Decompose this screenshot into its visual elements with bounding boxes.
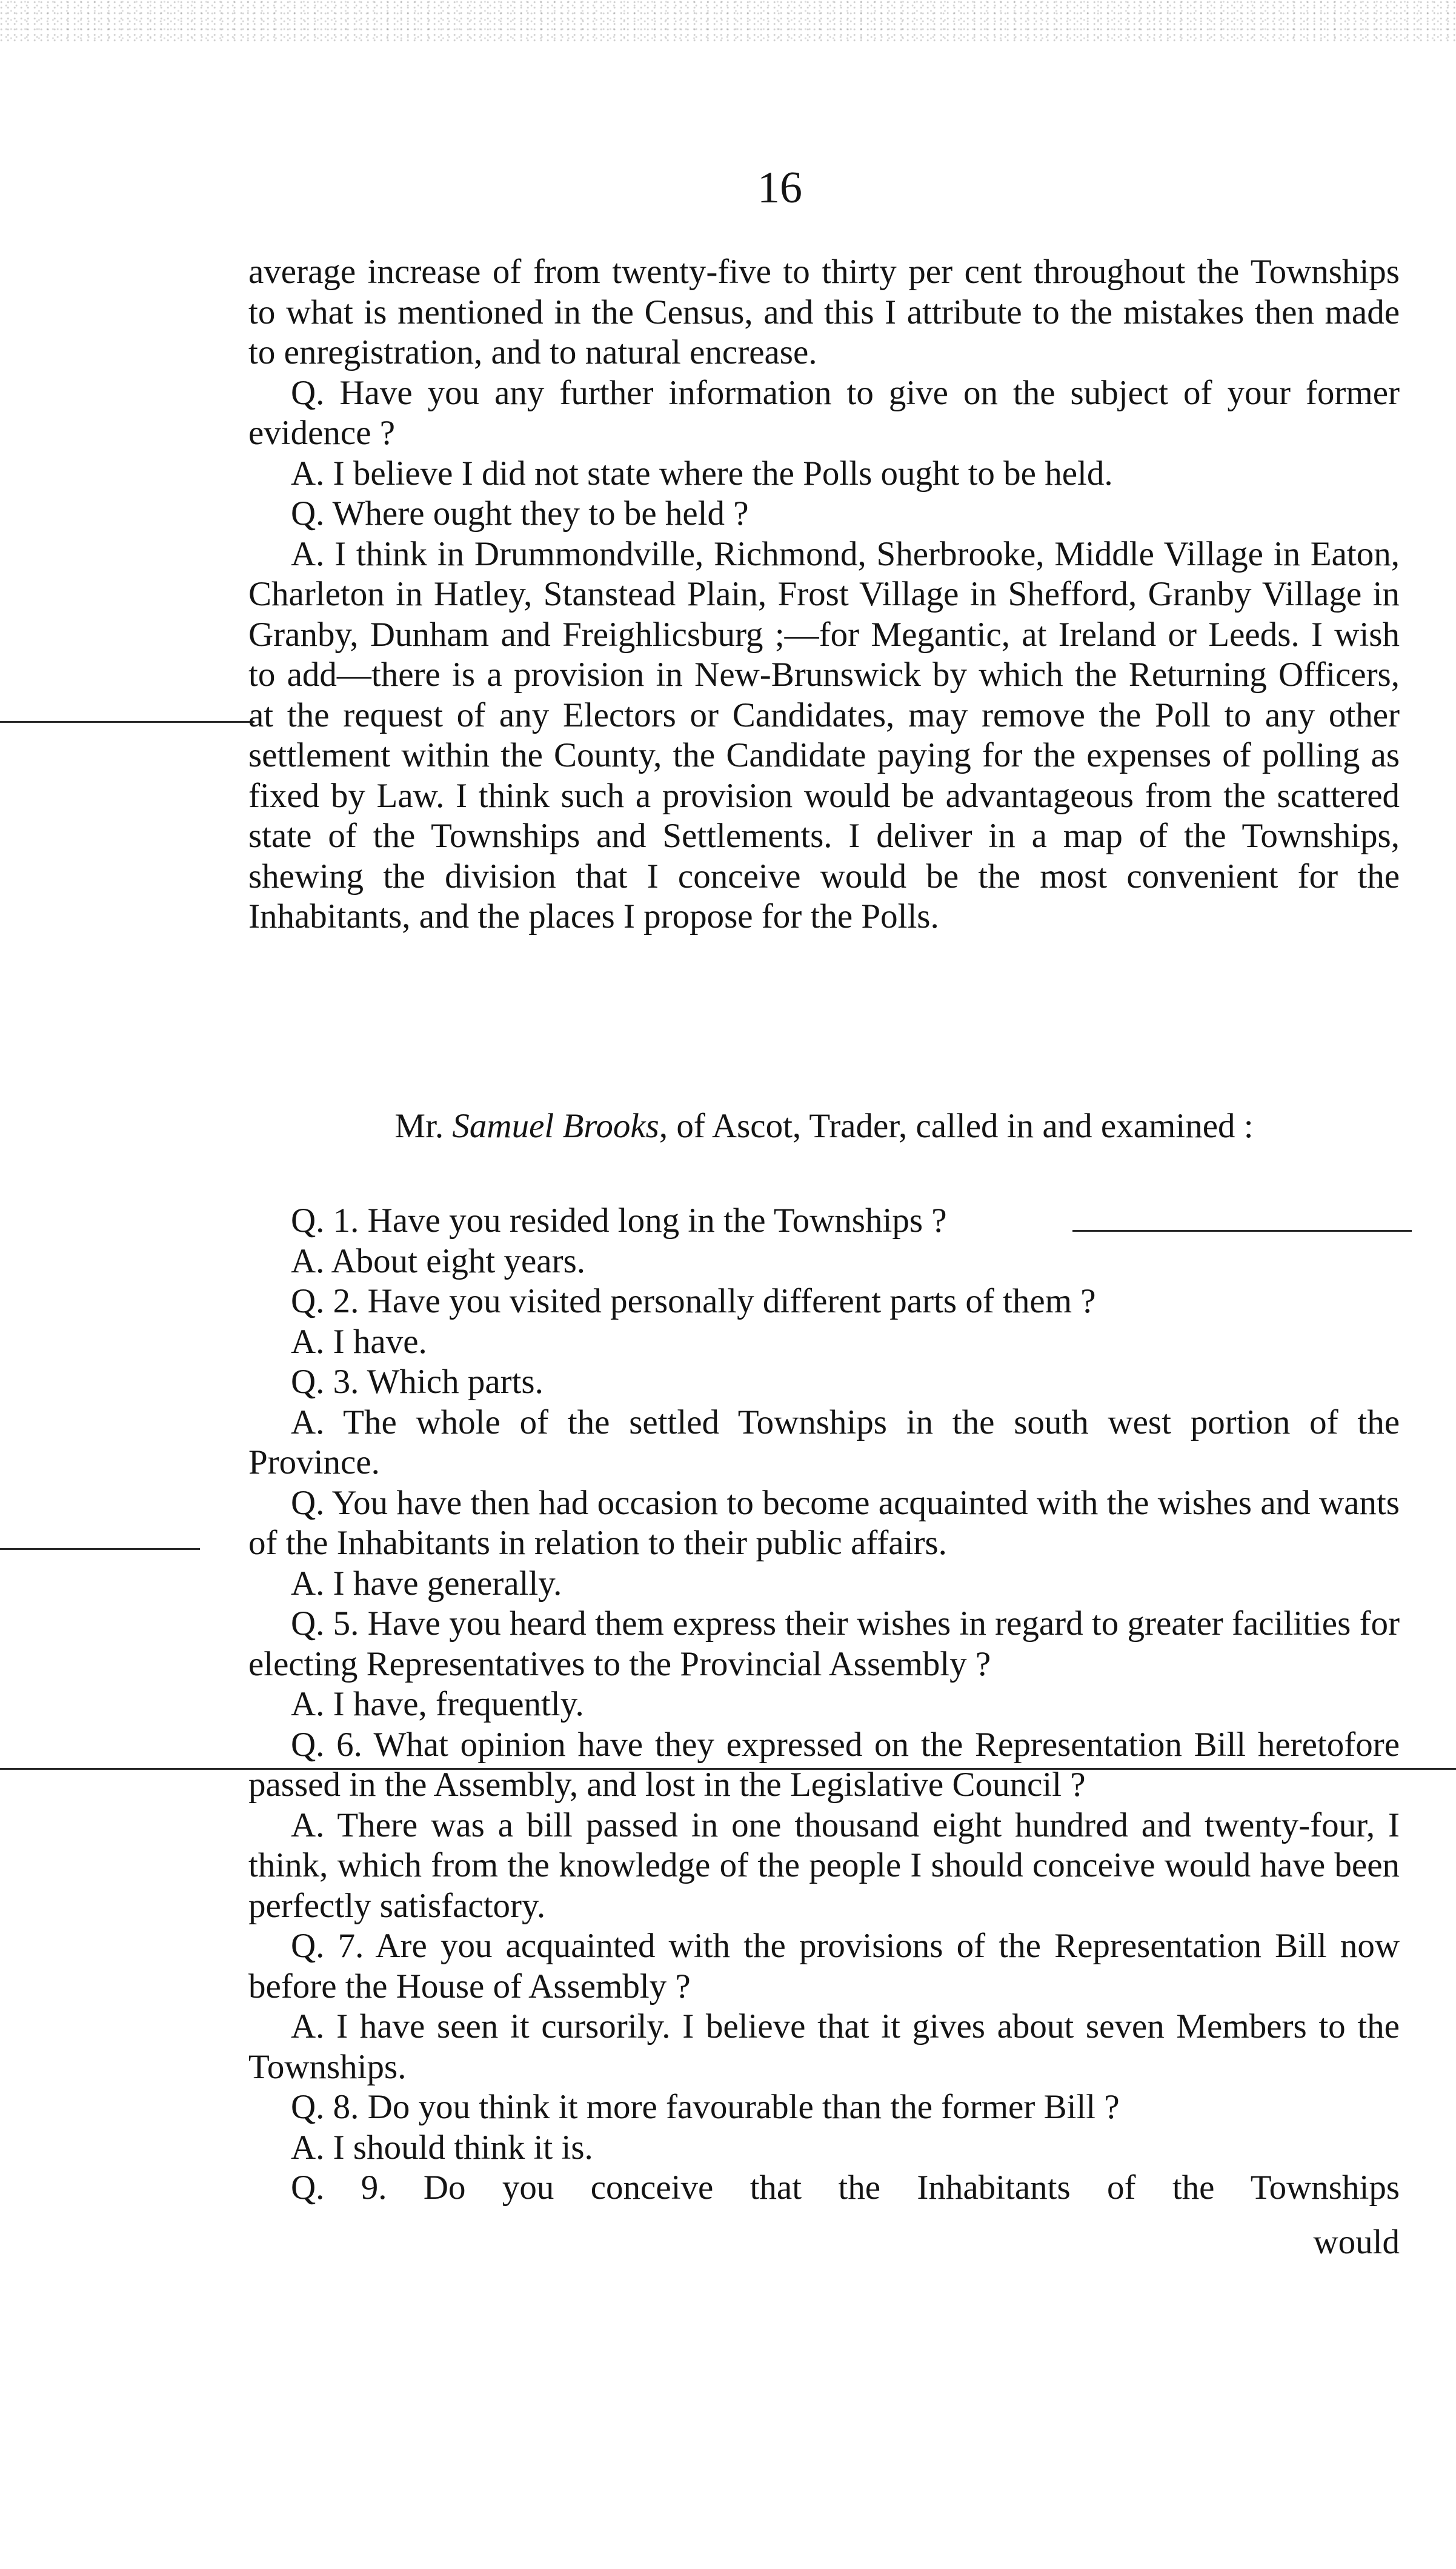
question: Q. You have then had occasion to become acquainted with the wishes and wants of the Inhabitants in relation to their public affairs. [248, 1483, 1400, 1562]
margin-rule-1 [0, 721, 254, 723]
margin-rule-3 [0, 1548, 200, 1550]
catchword: would [1313, 2223, 1400, 2261]
witness-name: Samuel Brooks [452, 1107, 659, 1145]
question: Q. 9. Do you conceive that the Inhabitants of the Townships [291, 2169, 1400, 2207]
witness-heading [248, 1106, 1400, 1146]
question: Q. 5. Have you heard them express their wishes in regard to greater facilities for electing Representatives to the Provincial Assembly ? [248, 1604, 1400, 1683]
question: Q. 6. What opinion have they expressed on the Representation Bill heretofore passed in the Assembly, and lost in the Legislative Council ? [248, 1725, 1400, 1804]
testimony-section-2 [248, 1201, 1400, 2208]
question: Q. 7. Are you acquainted with the provisions of the Representation Bill now before the House of Assembly ? [248, 1927, 1400, 2006]
answer: A. I believe I did not state where the Polls ought to be held. [291, 454, 1113, 493]
answer: A. About eight years. [291, 1241, 586, 1280]
question: Q. 3. Which parts. [291, 1363, 544, 1401]
answer: A. I think in Drummondville, Richmond, Sherbrooke, Middle Village in Eaton, Charleton in Hatley, Stanstead Plain, Frost Village in Shefford, Granby Village in Granby, Dunham and Freighlicsburg ;—for Megantic, at Ireland or Leeds. I wish to add—there is a provision in New-Brunswick by which the Returning Officers, at the request of any Electors or Candidates, may remove the Poll to any other settlement within the County, the Candidate paying for the expenses of polling as fixed by Law. I think such a provision would be advantageous from the scattered state of the Townships and Settlements. I deliver in a map of the Townships, shewing the division that I conceive would be the most convenient for the Inhabitants, and the places I propose for the Polls. [248, 534, 1400, 936]
page-number: 16 [757, 163, 802, 213]
answer: A. There was a bill passed in one thousand eight hundred and twenty-four, I think, which from the knowledge of the people I should conceive would have been perfectly satisfactory. [248, 1806, 1400, 1925]
question: Q. 1. Have you resided long in the Townships ? [291, 1201, 947, 1240]
answer: A. I have generally. [291, 1564, 562, 1603]
question: Q. Have you any further information to give on the subject of your former evidence ? [248, 373, 1400, 452]
answer: A. I have. [291, 1322, 427, 1361]
question: Q. 8. Do you think it more favourable than the former Bill ? [291, 2088, 1120, 2126]
answer: A. I have seen it cursorily. I believe that it gives about seven Members to the Townships. [248, 2007, 1400, 2086]
witness-title: Mr. [394, 1107, 453, 1145]
page-edge-speckle [0, 0, 1456, 42]
paragraph-continuation: average increase of from twenty-five to thirty per cent throughout the Townships to what is mentioned in the Census, and this I attribute to the mistakes then made to enregistration, and to natural encrease. [248, 253, 1400, 371]
answer: A. I have, frequently. [291, 1685, 584, 1723]
testimony-section-1 [248, 252, 1400, 937]
question: Q. 2. Have you visited personally different parts of them ? [291, 1282, 1096, 1320]
question: Q. Where ought they to be held ? [291, 494, 749, 533]
answer: A. I should think it is. [291, 2128, 593, 2167]
witness-description: , of Ascot, Trader, called in and examined : [659, 1107, 1254, 1145]
answer: A. The whole of the settled Townships in the south west portion of the Province. [248, 1403, 1400, 1481]
